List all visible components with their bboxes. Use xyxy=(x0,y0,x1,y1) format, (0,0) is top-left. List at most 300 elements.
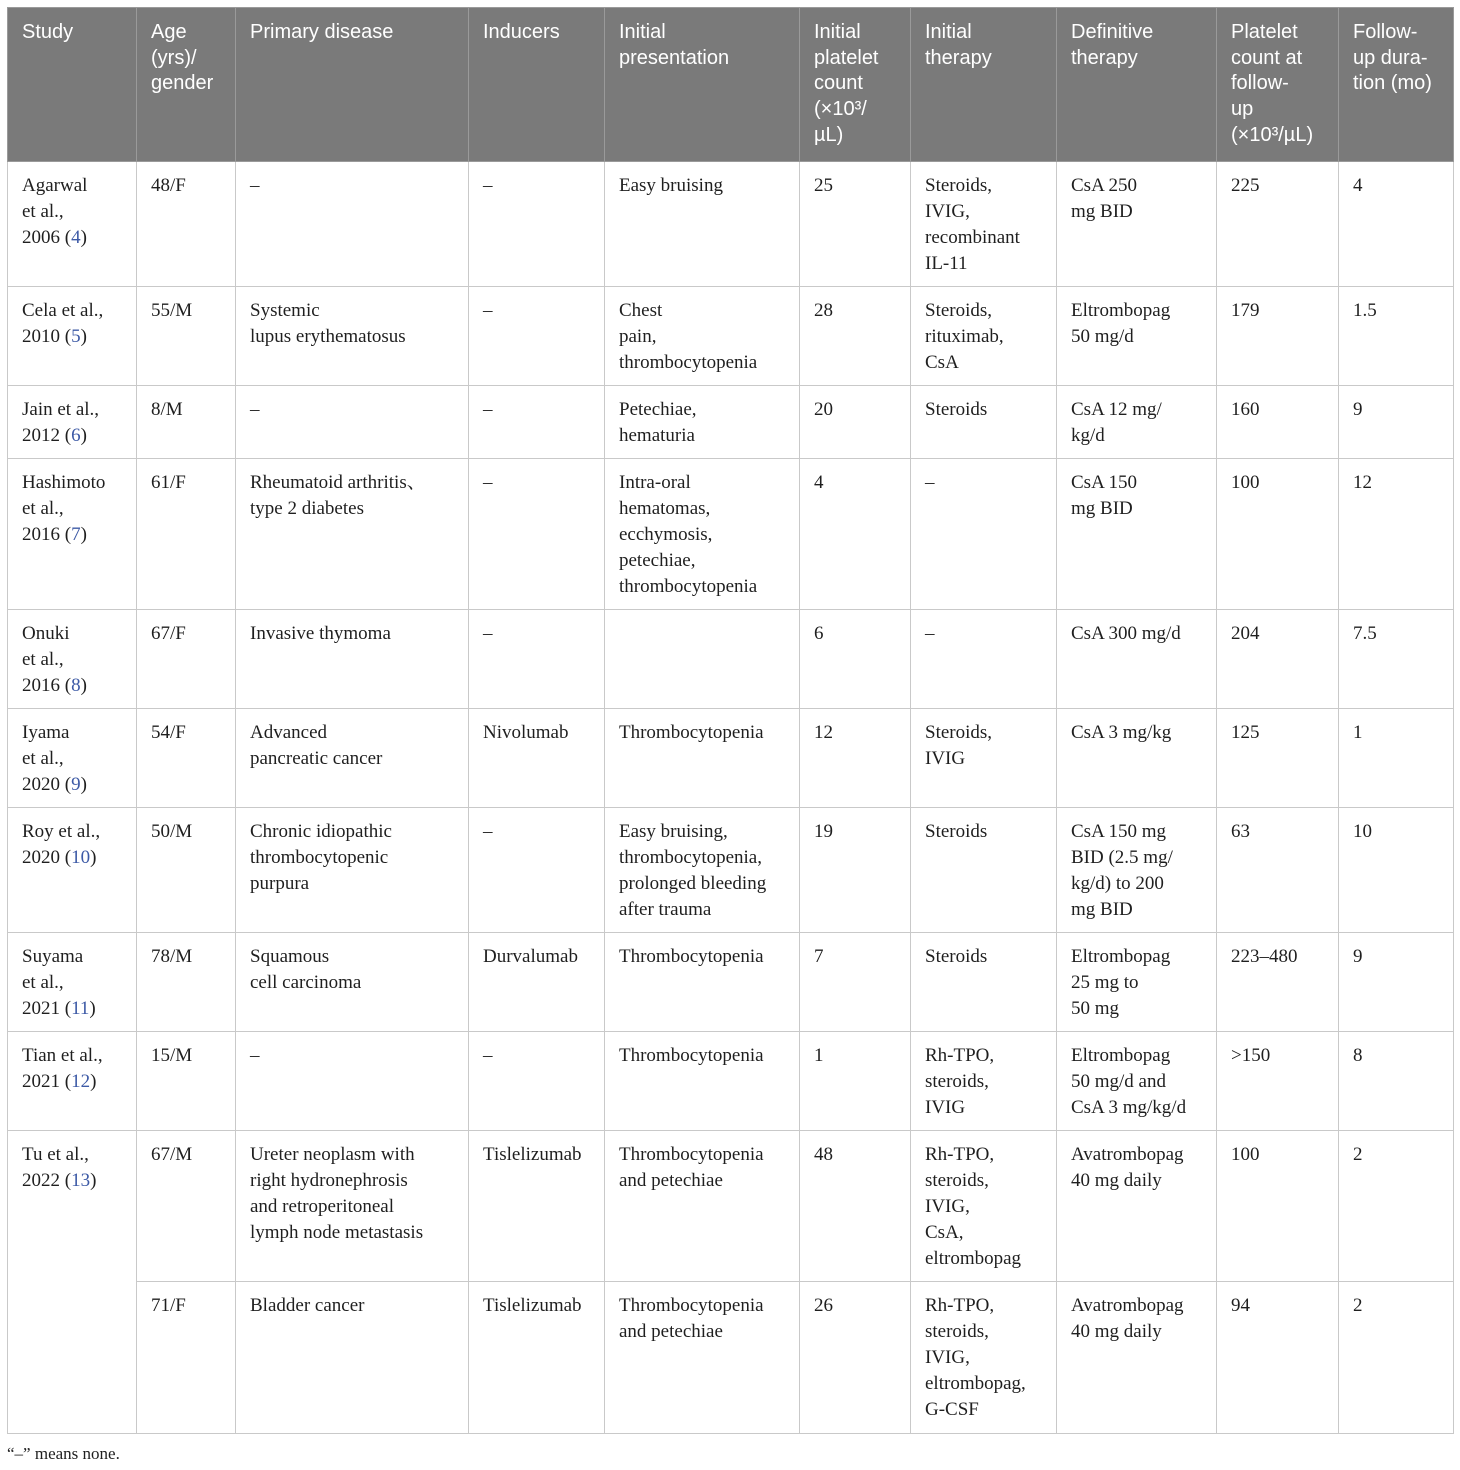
cell-initial-presentation-text: Thrombocytopenia xyxy=(619,1295,764,1316)
cell-initial-presentation xyxy=(605,459,800,610)
cell-initial-platelet-count xyxy=(800,808,911,933)
cell-definitive-therapy-text: Avatrombopag xyxy=(1071,1295,1184,1316)
cell-definitive-therapy-text: 50 mg/d xyxy=(1071,326,1134,347)
cell-inducers xyxy=(469,610,605,709)
cell-definitive-therapy-text: CsA 150 mg xyxy=(1071,821,1167,842)
cell-definitive-therapy xyxy=(1057,808,1217,933)
cell-initial-therapy-text: IVIG, xyxy=(925,1347,970,1368)
cell-initial-platelet-count-text: 6 xyxy=(814,623,824,644)
study-year: 2020 ( xyxy=(22,847,72,868)
cell-followup-duration xyxy=(1339,709,1454,808)
table-body xyxy=(8,162,1454,1434)
cell-initial-presentation xyxy=(605,1032,800,1131)
cell-followup-platelet-count xyxy=(1217,709,1339,808)
cell-initial-platelet-count-text: 26 xyxy=(814,1295,833,1316)
study-year: 2016 ( xyxy=(22,524,72,545)
cell-definitive-therapy xyxy=(1057,1032,1217,1131)
cell-followup-duration-text: 8 xyxy=(1353,1045,1363,1066)
cell-initial-platelet-count-text: 28 xyxy=(814,300,833,321)
cell-initial-presentation-text: Thrombocytopenia xyxy=(619,946,764,967)
cell-inducers xyxy=(469,386,605,459)
cell-initial-presentation-text: hematuria xyxy=(619,425,695,446)
cell-study xyxy=(8,610,137,709)
study-paren: ) xyxy=(90,847,97,868)
cell-followup-platelet-count-text: 223–480 xyxy=(1231,946,1298,967)
cell-inducers-text: – xyxy=(483,472,493,493)
cell-followup-platelet-count-text: 160 xyxy=(1231,399,1260,420)
cell-initial-therapy-text: IL-11 xyxy=(925,253,968,274)
cell-initial-therapy-text: eltrombopag xyxy=(925,1248,1022,1269)
cell-initial-presentation-text: thrombocytopenia xyxy=(619,352,758,373)
cell-inducers xyxy=(469,1282,605,1434)
study-year: 2012 ( xyxy=(22,425,72,446)
cell-initial-platelet-count-text: 7 xyxy=(814,946,824,967)
cell-initial-presentation xyxy=(605,933,800,1032)
study-year: 2021 ( xyxy=(22,998,72,1019)
cell-initial-therapy-text: Steroids, xyxy=(925,300,993,321)
cell-initial-platelet-count-text: 12 xyxy=(814,722,833,743)
cell-definitive-therapy-text: 25 mg to xyxy=(1071,972,1139,993)
study-year: 2021 ( xyxy=(22,1071,72,1092)
study-text: Iyama xyxy=(22,722,70,743)
cell-followup-duration-text: 2 xyxy=(1353,1295,1363,1316)
cell-initial-therapy xyxy=(911,386,1057,459)
cell-initial-platelet-count-text: 1 xyxy=(814,1045,824,1066)
cell-age-gender-text: 67/F xyxy=(151,623,186,644)
cell-initial-presentation-text: Thrombocytopenia xyxy=(619,1045,764,1066)
cell-inducers-text: – xyxy=(483,821,493,842)
cell-initial-platelet-count xyxy=(800,933,911,1032)
cell-definitive-therapy-text: 40 mg daily xyxy=(1071,1321,1162,1342)
table-row xyxy=(8,1282,1454,1434)
study-paren: ) xyxy=(80,227,87,248)
cell-initial-therapy xyxy=(911,1282,1057,1434)
cell-definitive-therapy xyxy=(1057,1131,1217,1282)
cell-study xyxy=(8,162,137,287)
cell-primary-disease-text: Systemic xyxy=(250,300,320,321)
cell-definitive-therapy-text: CsA 3 mg/kg xyxy=(1071,722,1172,743)
study-year: 2010 ( xyxy=(22,326,72,347)
cell-age-gender xyxy=(137,386,236,459)
study-citation-line xyxy=(22,996,122,1022)
cell-age-gender-text: 48/F xyxy=(151,175,186,196)
cell-initial-therapy xyxy=(911,459,1057,610)
cell-initial-presentation xyxy=(605,287,800,386)
cell-age-gender-text: 15/M xyxy=(151,1045,193,1066)
cell-initial-therapy xyxy=(911,709,1057,808)
cell-initial-therapy-text: G-CSF xyxy=(925,1399,979,1420)
cell-primary-disease-text: lupus erythematosus xyxy=(250,326,406,347)
reference-link[interactable]: 6 xyxy=(71,425,81,446)
study-citation-line xyxy=(22,673,122,699)
cell-primary-disease xyxy=(236,1282,469,1434)
cell-inducers-text: – xyxy=(483,1045,493,1066)
cell-followup-platelet-count-text: 125 xyxy=(1231,722,1260,743)
table-row xyxy=(8,386,1454,459)
cell-initial-therapy xyxy=(911,162,1057,287)
cell-initial-platelet-count-text: 25 xyxy=(814,175,833,196)
cell-initial-presentation-text: and petechiae xyxy=(619,1170,723,1191)
cell-followup-platelet-count-text: 100 xyxy=(1231,1144,1260,1165)
cell-initial-therapy xyxy=(911,287,1057,386)
cell-primary-disease-text: – xyxy=(250,399,260,420)
cell-initial-therapy-text: CsA, xyxy=(925,1222,964,1243)
cell-initial-therapy-text: rituximab, xyxy=(925,326,1004,347)
header-followup-platelet-count: Platelet count at follow- up (×10³/µL) xyxy=(1217,8,1339,162)
cell-initial-platelet-count xyxy=(800,709,911,808)
cell-initial-therapy-text: – xyxy=(925,623,935,644)
cell-study xyxy=(8,386,137,459)
cell-initial-platelet-count-text: 4 xyxy=(814,472,824,493)
cell-inducers xyxy=(469,287,605,386)
cell-initial-presentation xyxy=(605,709,800,808)
cell-initial-presentation-text: prolonged bleeding xyxy=(619,873,767,894)
cell-initial-platelet-count xyxy=(800,287,911,386)
cell-initial-therapy-text: steroids, xyxy=(925,1170,989,1191)
cell-followup-platelet-count xyxy=(1217,1282,1339,1434)
cell-followup-duration-text: 9 xyxy=(1353,399,1363,420)
study-paren: ) xyxy=(80,326,87,347)
cell-inducers-text: Nivolumab xyxy=(483,722,569,743)
header-initial-therapy: Initial therapy xyxy=(911,8,1057,162)
study-year: 2020 ( xyxy=(22,774,72,795)
cell-initial-therapy xyxy=(911,933,1057,1032)
cell-followup-platelet-count xyxy=(1217,459,1339,610)
header-age-gender: Age (yrs)/ gender xyxy=(137,8,236,162)
cell-initial-presentation-text: thrombocytopenia xyxy=(619,576,758,597)
cell-followup-platelet-count xyxy=(1217,386,1339,459)
cell-initial-presentation xyxy=(605,1282,800,1434)
cell-followup-platelet-count-text: >150 xyxy=(1231,1045,1271,1066)
study-text: Agarwal xyxy=(22,175,88,196)
cell-initial-presentation xyxy=(605,610,800,709)
cell-initial-presentation-text: hematomas, xyxy=(619,498,711,519)
cell-initial-platelet-count xyxy=(800,386,911,459)
cell-definitive-therapy-text: mg BID xyxy=(1071,899,1133,920)
table-row xyxy=(8,459,1454,610)
table-row xyxy=(8,162,1454,287)
cell-initial-therapy-text: Steroids xyxy=(925,946,988,967)
reference-link[interactable]: 8 xyxy=(71,675,81,696)
cell-age-gender xyxy=(137,1282,236,1434)
cell-followup-duration xyxy=(1339,610,1454,709)
cell-age-gender xyxy=(137,162,236,287)
cell-initial-platelet-count xyxy=(800,1032,911,1131)
cell-primary-disease xyxy=(236,610,469,709)
cell-followup-platelet-count-text: 179 xyxy=(1231,300,1260,321)
cell-followup-platelet-count-text: 63 xyxy=(1231,821,1250,842)
cell-study xyxy=(8,709,137,808)
cell-primary-disease-text: Ureter neoplasm with xyxy=(250,1144,415,1165)
cell-inducers-text: – xyxy=(483,300,493,321)
cell-primary-disease-text: – xyxy=(250,1045,260,1066)
cell-primary-disease-text: purpura xyxy=(250,873,310,894)
reference-link[interactable]: 11 xyxy=(71,998,90,1019)
reference-link[interactable]: 9 xyxy=(71,774,81,795)
cell-primary-disease-text: Invasive thymoma xyxy=(250,623,391,644)
cell-primary-disease xyxy=(236,386,469,459)
cell-primary-disease-text: Advanced xyxy=(250,722,328,743)
cell-age-gender-text: 78/M xyxy=(151,946,193,967)
study-text: Suyama xyxy=(22,946,84,967)
reference-link[interactable]: 12 xyxy=(71,1071,91,1092)
study-citation-line xyxy=(22,423,122,449)
cell-followup-duration-text: 9 xyxy=(1353,946,1363,967)
cell-followup-platelet-count xyxy=(1217,162,1339,287)
study-text: Tian et al., xyxy=(22,1045,103,1066)
header-row xyxy=(8,8,1454,162)
cell-study xyxy=(8,1131,137,1434)
cell-age-gender xyxy=(137,287,236,386)
cell-inducers-text: – xyxy=(483,623,493,644)
cell-definitive-therapy-text: mg BID xyxy=(1071,201,1133,222)
cell-primary-disease xyxy=(236,1131,469,1282)
cell-study xyxy=(8,1032,137,1131)
study-text: Roy et al., xyxy=(22,821,101,842)
cell-followup-duration-text: 12 xyxy=(1353,472,1372,493)
cell-age-gender-text: 67/M xyxy=(151,1144,193,1165)
cell-initial-therapy-text: IVIG, xyxy=(925,1196,970,1217)
cell-inducers xyxy=(469,933,605,1032)
cell-followup-duration xyxy=(1339,933,1454,1032)
table-footnote: “–” means none. xyxy=(7,1444,120,1463)
cell-study xyxy=(8,459,137,610)
cell-primary-disease-text: Bladder cancer xyxy=(250,1295,365,1316)
header-definitive-therapy: Definitive therapy xyxy=(1057,8,1217,162)
cell-definitive-therapy xyxy=(1057,933,1217,1032)
cell-initial-therapy-text: steroids, xyxy=(925,1321,989,1342)
cell-age-gender xyxy=(137,808,236,933)
cell-definitive-therapy-text: Eltrombopag xyxy=(1071,1045,1171,1066)
cell-initial-therapy-text: steroids, xyxy=(925,1071,989,1092)
study-paren: ) xyxy=(89,998,96,1019)
cell-inducers xyxy=(469,1131,605,1282)
study-citation-line xyxy=(22,324,122,350)
header-followup-duration: Follow- up dura- tion (mo) xyxy=(1339,8,1454,162)
cell-primary-disease-text: Chronic idiopathic xyxy=(250,821,392,842)
cell-followup-duration xyxy=(1339,386,1454,459)
cell-followup-platelet-count xyxy=(1217,1032,1339,1131)
cell-initial-therapy-text: Steroids, xyxy=(925,722,993,743)
cell-age-gender xyxy=(137,709,236,808)
cell-age-gender-text: 55/M xyxy=(151,300,193,321)
cell-definitive-therapy-text: Eltrombopag xyxy=(1071,946,1171,967)
cell-primary-disease-text: Rheumatoid arthritis、 xyxy=(250,472,426,493)
cell-initial-presentation xyxy=(605,808,800,933)
cell-inducers xyxy=(469,709,605,808)
study-citation-line xyxy=(22,522,122,548)
cell-initial-therapy xyxy=(911,610,1057,709)
cell-initial-therapy-text: Steroids, xyxy=(925,175,993,196)
cell-initial-therapy-text: IVIG xyxy=(925,748,966,769)
study-text: Tu et al., xyxy=(22,1144,89,1165)
cell-primary-disease-text: thrombocytopenic xyxy=(250,847,389,868)
cell-initial-presentation-text: petechiae, xyxy=(619,550,696,571)
study-citation-line xyxy=(22,1168,122,1194)
cell-followup-duration-text: 1.5 xyxy=(1353,300,1377,321)
cell-primary-disease-text: cell carcinoma xyxy=(250,972,362,993)
cell-inducers xyxy=(469,459,605,610)
table-row xyxy=(8,808,1454,933)
cell-definitive-therapy-text: 50 mg/d and xyxy=(1071,1071,1166,1092)
cell-definitive-therapy-text: Avatrombopag xyxy=(1071,1144,1184,1165)
cell-definitive-therapy-text: CsA 150 xyxy=(1071,472,1137,493)
cell-followup-duration-text: 4 xyxy=(1353,175,1363,196)
study-year: 2022 ( xyxy=(22,1170,72,1191)
cell-definitive-therapy-text: 40 mg daily xyxy=(1071,1170,1162,1191)
cell-followup-duration xyxy=(1339,287,1454,386)
cell-followup-duration xyxy=(1339,1032,1454,1131)
cell-primary-disease-text: type 2 diabetes xyxy=(250,498,364,519)
cell-initial-platelet-count xyxy=(800,1282,911,1434)
cell-definitive-therapy-text: kg/d) to 200 xyxy=(1071,873,1164,894)
cell-initial-therapy-text: IVIG xyxy=(925,1097,966,1118)
cell-followup-platelet-count xyxy=(1217,610,1339,709)
table-row xyxy=(8,1032,1454,1131)
cell-age-gender-text: 61/F xyxy=(151,472,186,493)
cell-definitive-therapy-text: CsA 3 mg/kg/d xyxy=(1071,1097,1187,1118)
table-row xyxy=(8,933,1454,1032)
cell-followup-platelet-count-text: 225 xyxy=(1231,175,1260,196)
cell-age-gender xyxy=(137,1032,236,1131)
cell-followup-platelet-count-text: 94 xyxy=(1231,1295,1250,1316)
cell-inducers-text: – xyxy=(483,175,493,196)
cell-initial-presentation-text: Easy bruising xyxy=(619,175,723,196)
cell-inducers-text: Tislelizumab xyxy=(483,1144,582,1165)
cell-initial-therapy-text: Steroids xyxy=(925,821,988,842)
cell-inducers xyxy=(469,162,605,287)
study-text: Onuki xyxy=(22,623,70,644)
cell-primary-disease xyxy=(236,808,469,933)
cell-followup-duration xyxy=(1339,162,1454,287)
cell-age-gender-text: 71/F xyxy=(151,1295,186,1316)
cell-initial-therapy-text: Rh-TPO, xyxy=(925,1144,995,1165)
cell-initial-presentation xyxy=(605,386,800,459)
cell-definitive-therapy xyxy=(1057,162,1217,287)
cell-followup-duration-text: 10 xyxy=(1353,821,1372,842)
cell-definitive-therapy xyxy=(1057,459,1217,610)
cell-followup-duration xyxy=(1339,459,1454,610)
study-year: 2016 ( xyxy=(22,675,72,696)
table-row xyxy=(8,1131,1454,1282)
cell-inducers xyxy=(469,1032,605,1131)
cell-initial-therapy-text: Rh-TPO, xyxy=(925,1045,995,1066)
cell-followup-platelet-count-text: 100 xyxy=(1231,472,1260,493)
header-primary-disease: Primary disease xyxy=(236,8,469,162)
reference-link[interactable]: 10 xyxy=(71,847,91,868)
cell-definitive-therapy xyxy=(1057,610,1217,709)
cell-initial-presentation-text: after trauma xyxy=(619,899,712,920)
cell-initial-platelet-count xyxy=(800,459,911,610)
cell-initial-therapy xyxy=(911,1032,1057,1131)
cell-definitive-therapy xyxy=(1057,1282,1217,1434)
cell-initial-platelet-count-text: 48 xyxy=(814,1144,833,1165)
cell-initial-therapy-text: IVIG, xyxy=(925,201,970,222)
cell-followup-duration xyxy=(1339,1131,1454,1282)
cell-initial-therapy xyxy=(911,808,1057,933)
cell-initial-platelet-count xyxy=(800,610,911,709)
study-paren: ) xyxy=(90,1170,97,1191)
cell-initial-presentation-text: Thrombocytopenia xyxy=(619,722,764,743)
cell-study xyxy=(8,933,137,1032)
reference-link[interactable]: 5 xyxy=(71,326,81,347)
cell-primary-disease-text: pancreatic cancer xyxy=(250,748,383,769)
cell-followup-duration-text: 7.5 xyxy=(1353,623,1377,644)
cell-followup-platelet-count xyxy=(1217,933,1339,1032)
cell-followup-duration-text: 2 xyxy=(1353,1144,1363,1165)
table-row xyxy=(8,610,1454,709)
cell-age-gender-text: 54/F xyxy=(151,722,186,743)
cell-age-gender-text: 50/M xyxy=(151,821,193,842)
cell-definitive-therapy xyxy=(1057,709,1217,808)
cell-primary-disease xyxy=(236,1032,469,1131)
study-text: et al., xyxy=(22,201,64,222)
cell-initial-therapy-text: CsA xyxy=(925,352,959,373)
cell-initial-therapy xyxy=(911,1131,1057,1282)
cell-definitive-therapy-text: CsA 12 mg/ xyxy=(1071,399,1162,420)
study-text: et al., xyxy=(22,498,64,519)
reference-link[interactable]: 7 xyxy=(71,524,81,545)
cell-age-gender xyxy=(137,610,236,709)
cell-age-gender xyxy=(137,933,236,1032)
cell-followup-duration xyxy=(1339,1282,1454,1434)
cell-primary-disease-text: Squamous xyxy=(250,946,330,967)
cell-followup-platelet-count xyxy=(1217,287,1339,386)
study-text: et al., xyxy=(22,748,64,769)
cell-primary-disease-text: – xyxy=(250,175,260,196)
study-citation-line xyxy=(22,845,122,871)
reference-link[interactable]: 4 xyxy=(71,227,81,248)
cell-initial-presentation xyxy=(605,162,800,287)
study-paren: ) xyxy=(80,425,87,446)
cell-initial-therapy-text: Rh-TPO, xyxy=(925,1295,995,1316)
cell-initial-presentation-text: pain, xyxy=(619,326,657,347)
header-inducers: Inducers xyxy=(469,8,605,162)
study-paren: ) xyxy=(80,524,87,545)
study-paren: ) xyxy=(80,675,87,696)
cell-definitive-therapy xyxy=(1057,386,1217,459)
cell-initial-presentation-text: Chest xyxy=(619,300,663,321)
cell-inducers-text: – xyxy=(483,399,493,420)
study-text: et al., xyxy=(22,972,64,993)
cell-initial-platelet-count xyxy=(800,162,911,287)
cell-definitive-therapy-text: mg BID xyxy=(1071,498,1133,519)
cell-age-gender xyxy=(137,459,236,610)
cell-definitive-therapy-text: 50 mg xyxy=(1071,998,1120,1019)
cell-initial-presentation-text: thrombocytopenia, xyxy=(619,847,762,868)
case-review-table xyxy=(7,7,1454,1434)
reference-link[interactable]: 13 xyxy=(71,1170,91,1191)
header-initial-platelet-count: Initial platelet count (×10³/ µL) xyxy=(800,8,911,162)
cell-study xyxy=(8,808,137,933)
cell-initial-therapy-text: Steroids xyxy=(925,399,988,420)
cell-followup-platelet-count xyxy=(1217,1131,1339,1282)
cell-definitive-therapy xyxy=(1057,287,1217,386)
study-citation-line xyxy=(22,1069,122,1095)
cell-followup-platelet-count xyxy=(1217,808,1339,933)
cell-study xyxy=(8,287,137,386)
cell-definitive-therapy-text: CsA 300 mg/d xyxy=(1071,623,1181,644)
cell-initial-therapy-text: recombinant xyxy=(925,227,1020,248)
cell-age-gender-text: 8/M xyxy=(151,399,183,420)
cell-initial-presentation-text: Intra-oral xyxy=(619,472,691,493)
study-citation-line xyxy=(22,772,122,798)
study-text: Hashimoto xyxy=(22,472,106,493)
cell-definitive-therapy-text: BID (2.5 mg/ xyxy=(1071,847,1173,868)
study-paren: ) xyxy=(90,1071,97,1092)
cell-inducers-text: Durvalumab xyxy=(483,946,578,967)
cell-definitive-therapy-text: Eltrombopag xyxy=(1071,300,1171,321)
